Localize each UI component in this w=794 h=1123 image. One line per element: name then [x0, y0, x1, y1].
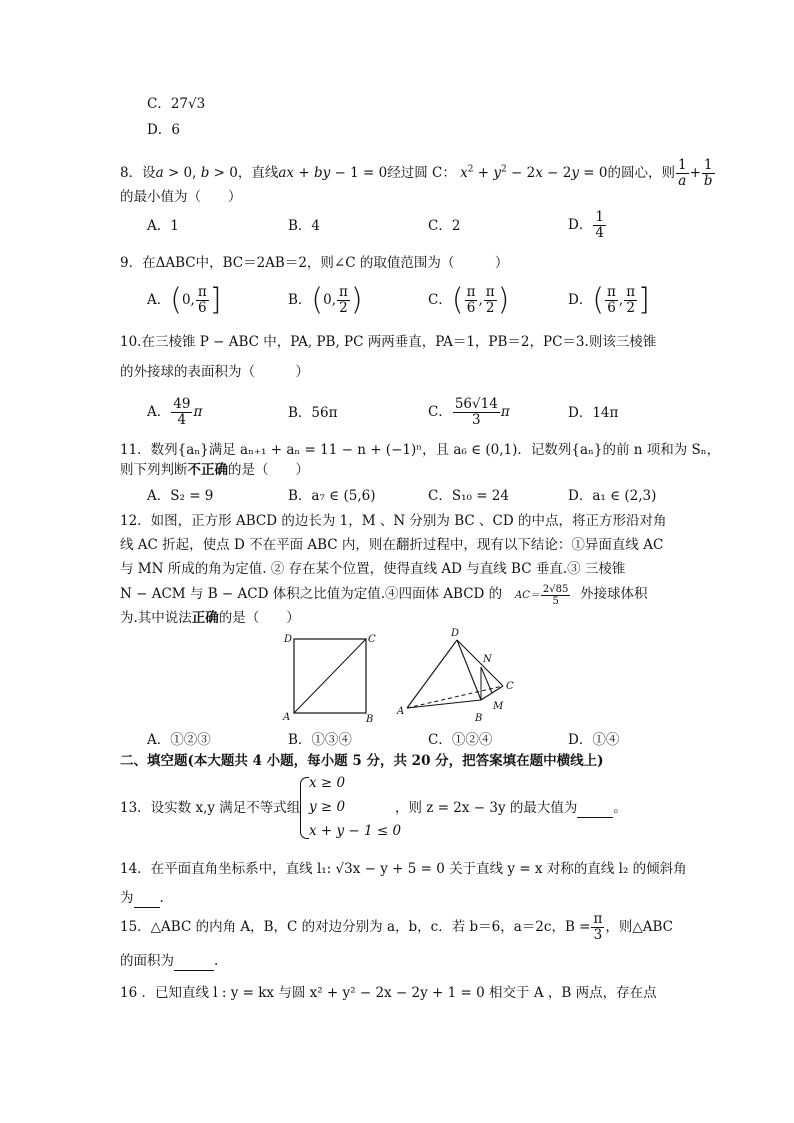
edge-ab [407, 700, 481, 708]
q13-cond-3: x + y − 1 ≤ 0 [309, 823, 402, 839]
label-c: C [506, 681, 514, 692]
q8-end: 的圆心，则 [607, 165, 675, 181]
q7-option-c: C．27√3 [147, 96, 206, 112]
q11-option-c: C．S₁₀ = 24 [428, 488, 509, 504]
figure-square-abcd [280, 630, 380, 725]
label-b: B [366, 714, 374, 725]
q11-emphasis: 不正确 [187, 462, 228, 478]
q16-line1: 16 ．已知直线 l : y = kx 与圆 x² + y² − 2x − 2y + 1 = 0 相交于 A ，B 两点，存在点 [120, 985, 657, 1001]
q12-line3: 与 MN 所成的角为定值. ② 存在某个位置，使得直线 AD 与直线 BC 垂直.③ 三棱锥 [120, 561, 626, 577]
label-a: A [397, 706, 405, 717]
q15-line2: 的面积为 . [120, 953, 219, 969]
label-d: D [284, 634, 293, 645]
label-d: D [451, 628, 460, 639]
q10-option-a: A． $\frac{49}{4}$ π [147, 396, 203, 428]
label-n: N [483, 654, 492, 665]
q7-option-d: D．6 [147, 122, 180, 138]
q8-line2: 的最小值为（ ） [120, 189, 242, 205]
q9-stem: 9．在ΔABC中，BC＝2AB＝2，则∠C 的取值范围为（ ） [120, 255, 509, 271]
q10-line1: 10.在三棱锥 P − ABC 中，PA, PB, PC 两两垂直，PA＝1，PB＝2，PC＝3.则该三棱锥 [120, 334, 657, 350]
q8-prefix: 8．设 [120, 165, 156, 181]
q15-answer-blank[interactable] [174, 952, 214, 971]
q12-option-b: B．①③④ [288, 732, 352, 748]
segment-nm [481, 667, 492, 693]
edge-dc [457, 640, 503, 686]
q11-option-a: A．S₂ = 9 [147, 488, 214, 504]
q8-mid: ，直线 [237, 165, 279, 181]
q11-option-d: D．a₁ ∈ (2,3) [568, 488, 657, 504]
q13-cond-1: x ≥ 0 [309, 775, 346, 791]
q9-option-c: C．( $\frac{\pi}{6}$ , $\frac{\pi}{2}$ ) [428, 282, 510, 318]
q14-answer-blank[interactable] [134, 889, 160, 908]
q10-line2: 的外接球的表面积为（ ） [120, 364, 309, 380]
q11-line1: 11．数列{aₙ}满足 aₙ₊₁ + aₙ = 11 − n + (−1)ⁿ，且 a₆ ∈ (0,1)．记数列{aₙ}的前 n 项和为 Sₙ， [120, 442, 721, 458]
q11-option-b: B．a₇ ∈ (5,6) [288, 488, 376, 504]
q13-cond-2: y ≥ 0 [309, 799, 346, 815]
q12-option-c: C．①②④ [428, 732, 493, 748]
q12-ac-formula: AC＝ $\frac{2√85}{5}$ [515, 584, 569, 607]
q13-answer-blank[interactable] [577, 799, 613, 818]
q12-option-a: A．①②③ [147, 732, 211, 748]
q13-prefix: 13．设实数 x,y 满足不等式组 [120, 800, 301, 816]
q8-option-d: D． $\frac{1}{4}$ [568, 209, 604, 241]
q11-line2: 则下列判断不正确的是（ ） [120, 462, 309, 478]
q12-option-d: D．①④ [568, 732, 620, 748]
q12-emphasis: 正确 [191, 610, 219, 626]
q10-option-b: B．56π [288, 405, 338, 421]
figure-tetrahedron [395, 624, 520, 726]
q9-option-d: D．( $\frac{\pi}{6}$ , $\frac{\pi}{2}$ ] [568, 282, 650, 318]
q15-line1: 15．△ABC 的内角 A，B，C 的对边分别为 a，b，c．若 b＝6，a＝2c，B = $\frac{\pi}{3}$ ，则△ABC [120, 911, 673, 943]
label-b: B [475, 713, 483, 724]
q10-option-c: C． $\frac{56√14}{3}$ π [428, 396, 510, 428]
q9-option-b: B．(0, $\frac{\pi}{2}$ ) [288, 282, 363, 318]
q10-option-d: D．14π [568, 405, 619, 421]
diagonal-ac [294, 639, 366, 713]
q12-line1: 12．如图，正方形 ABCD 的边长为 1，M 、N 分别为 BC 、CD 的中点，将正方形沿对角 [120, 513, 667, 529]
label-a: A [283, 712, 291, 723]
section-2-title: 二、填空题(本大题共 4 小题，每小题 5 分，共 20 分，把答案填在题中横线上) [120, 753, 604, 769]
q13-suffix: ，则 z = 2x − 3y 的最大值为 。 [395, 800, 627, 816]
q8-mid2: 经过圆 C： [387, 165, 456, 181]
q12-line4: N − ACM 与 B − ACD 体积之比值为定值.④四面体 ABCD 的 AC＝ $\frac{2√85}{5}$ 外接球体积 [120, 584, 648, 607]
q13-brace [300, 777, 309, 839]
q8-option-c: C．2 [428, 218, 461, 234]
label-m: M [493, 701, 504, 712]
q8-line1: 8．设a > 0, b > 0，直线ax + by − 1 = 0经过圆 C： $x^2 + y^2 - 2x - 2y = 0$的圆心，则 $\frac{1}{a}$ + $\frac{1}{b}$ [120, 157, 713, 189]
q14-line1: 14．在平面直角坐标系中，直线 l₁: √3x − y + 5 = 0 关于直线 y = x 对称的直线 l₂ 的倾斜角 [120, 861, 687, 877]
q8-option-a: A．1 [147, 218, 179, 234]
q12-line2: 线 AC 折起，使点 D 不在平面 ABC 内，则在翻折过程中，现有以下结论：①异面直线 AC [120, 537, 664, 553]
label-c: C [368, 634, 376, 645]
q12-line5: 为.其中说法正确的是（ ） [120, 610, 300, 626]
edge-db [457, 640, 481, 700]
q8-option-b: B．4 [288, 218, 321, 234]
q14-line2: 为 . [120, 890, 164, 906]
q9-option-a: A．(0, $\frac{\pi}{6}$ ] [147, 282, 222, 318]
